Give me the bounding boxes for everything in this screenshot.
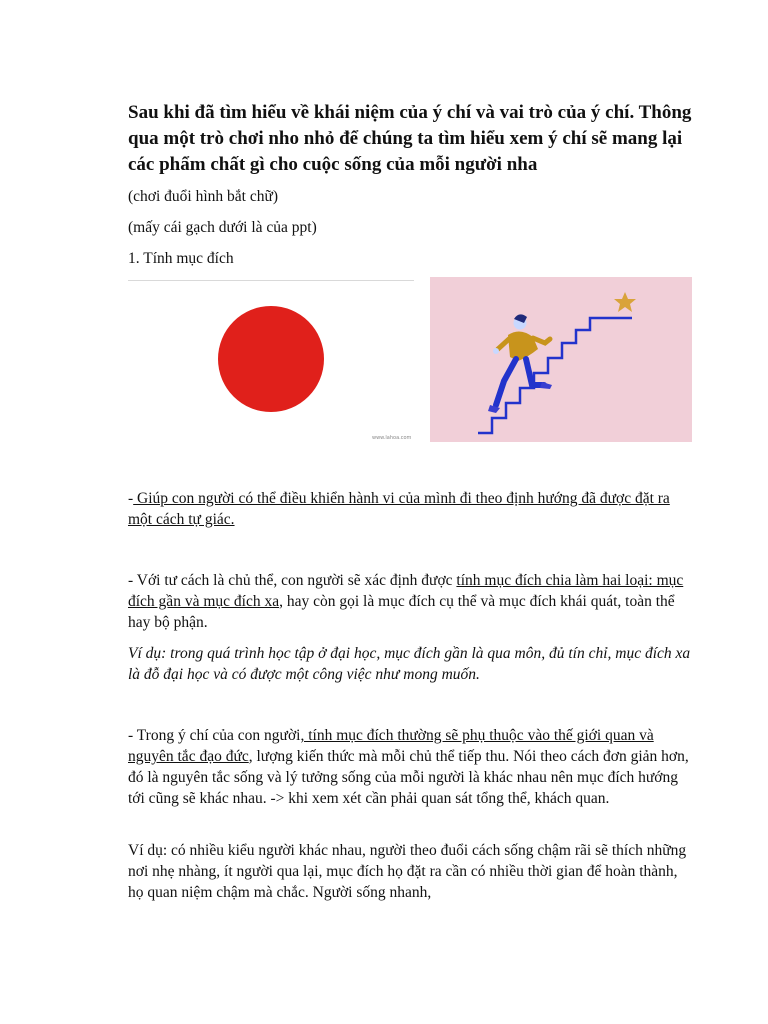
paragraph-worldview: [128, 725, 694, 809]
page-heading: Sau khi đã tìm hiểu về khái niệm của ý chí và vai trò của ý chí. Thông qua một trò chơi nho nhỏ để chúng ta tìm hiểu xem ý chí sẽ mang lại các phẩm chất gì cho cuộc sống của mỗi người nha: [128, 102, 692, 175]
underlined-text: tính mục đích chia làm hai loại: mục đích gần và mục đích xa: [128, 572, 684, 610]
underlined-text: Giúp con người có thể điều khiển hành vi của mình đi theo định hướng đã được đặt ra một cách tự giác.: [128, 490, 670, 528]
image-watermark: www.lahoa.com: [372, 435, 412, 441]
red-circle-image: [128, 280, 414, 443]
note-ppt: (mấy cái gạch dưới là của ppt): [128, 219, 317, 236]
note-game: (chơi đuổi hình bắt chữ): [128, 188, 279, 205]
red-circle: [218, 306, 324, 412]
paragraph-lead: - Trong ý chí của con người: [128, 727, 301, 744]
example-study: Ví dụ: trong quá trình học tập ở đại học, mục đích gần là qua môn, đủ tín chỉ, mục đích xa là đỗ đại học và có được một công việc như mong muốn.: [128, 645, 691, 683]
paragraph-goal-types: [128, 570, 694, 633]
staircase-line: [478, 318, 632, 433]
star-icon: [614, 292, 636, 312]
paragraph-lead: - Với tư cách là chủ thể, con người sẽ xác định được: [128, 572, 457, 589]
stairs-climber-image: [430, 277, 692, 442]
section-title: 1. Tính mục đích: [128, 250, 234, 267]
underlined-text: , tính mục đích thường sẽ phụ thuộc vào thế giới quan và nguyên tắc đạo đức: [128, 727, 654, 765]
paragraph-tail: , hay còn gọi là mục đích cụ thể và mục đích khái quát, toàn thể hay bộ phận.: [128, 593, 675, 631]
paragraph-goal-control: [128, 488, 694, 530]
paragraph-tail: , lượng kiến thức mà mỗi chủ thể tiếp thu. Nói theo cách đơn giản hơn, đó là nguyên tắc sống và lý tưởng sống của mỗi người là khác nhau nên mục đích hướng tới cũng sẽ khác nhau. -> khi xem xét cần phải quan sát tổng thể, khách quan.: [128, 748, 689, 807]
example-lifestyles: Ví dụ: có nhiều kiểu người khác nhau, người theo đuổi cách sống chậm rãi sẽ thích những nơi nhẹ nhàng, ít người qua lại, mục đích họ đặt ra cần có nhiều thời gian để hoàn thành, họ quan niệm chậm mà chắc. Người sống nhanh,: [128, 842, 687, 901]
dash: -: [128, 490, 134, 507]
